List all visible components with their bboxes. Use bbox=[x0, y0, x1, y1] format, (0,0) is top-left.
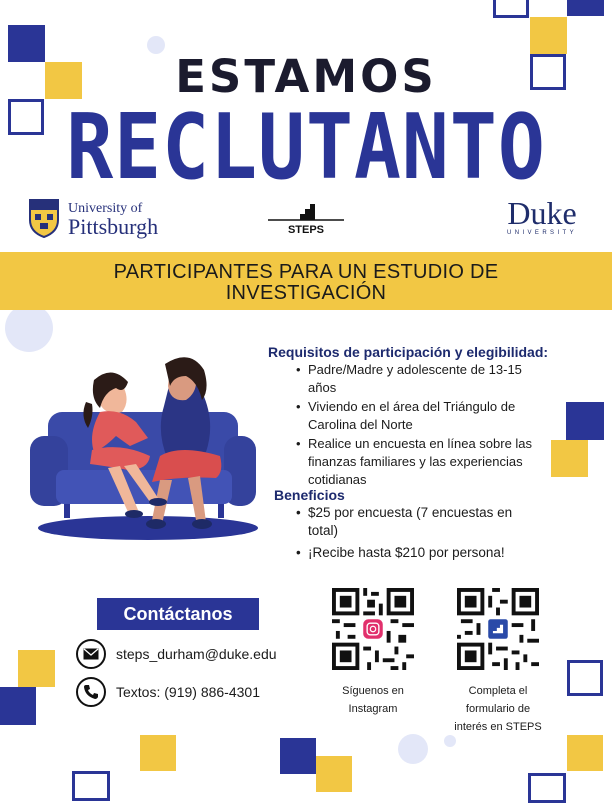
headline-reclutanto: RECLUTANTO bbox=[66, 96, 546, 200]
requirements-list bbox=[294, 361, 544, 489]
decor-square bbox=[566, 402, 604, 440]
decor-square bbox=[18, 650, 55, 687]
phone-row[interactable] bbox=[76, 676, 316, 708]
qr-steps-caption-line3: interés en STEPS bbox=[454, 721, 542, 733]
qr-instagram-caption-line1: Síguenos en bbox=[342, 685, 404, 697]
qr-instagram-caption-line2: Instagram bbox=[348, 703, 398, 715]
requirement-item: • Padre/Madre y adolescente de 13-15 años bbox=[294, 361, 544, 397]
benefit-item: • $25 por encuesta (7 encuestas en total) bbox=[294, 504, 544, 540]
duke-logo-name: Duke bbox=[507, 195, 577, 231]
decor-square bbox=[528, 773, 566, 803]
banner-line2: INVESTIGACIÓN bbox=[225, 282, 387, 304]
parent-child-illustration bbox=[20, 352, 260, 552]
decor-square bbox=[0, 687, 36, 725]
qr-steps-caption-line2: formulario de bbox=[465, 703, 531, 715]
benefits-list bbox=[294, 504, 544, 566]
qr-steps-caption-line1: Completa el bbox=[468, 685, 528, 697]
decor-square bbox=[551, 440, 588, 477]
contact-button[interactable]: Contáctanos bbox=[97, 598, 259, 630]
steps-logo-label: STEPS bbox=[287, 224, 325, 236]
banner-line1: PARTICIPANTES PARA UN ESTUDIO DE bbox=[113, 261, 499, 283]
decor-square bbox=[530, 17, 567, 54]
requirements-heading: Requisitos de participación y elegibilidad: bbox=[268, 344, 549, 360]
benefits-heading: Beneficios bbox=[274, 487, 345, 503]
decor-square bbox=[567, 660, 603, 696]
pitt-logo-line1: University of bbox=[68, 201, 143, 216]
banner-title bbox=[0, 262, 612, 304]
decor-square bbox=[316, 756, 352, 792]
phone-icon bbox=[76, 677, 106, 707]
decor-square bbox=[567, 735, 603, 771]
duke-logo bbox=[498, 196, 586, 242]
decor-square bbox=[567, 0, 604, 16]
pitt-logo bbox=[28, 196, 178, 242]
contact-phone[interactable]: Textos: (919) 886-4301 bbox=[116, 684, 260, 700]
qr-code-instagram[interactable] bbox=[332, 588, 414, 670]
requirement-item: • Viviendo en el área del Triángulo de Carolina del Norte bbox=[294, 398, 544, 434]
decor-dot bbox=[398, 734, 428, 764]
benefit-item: • ¡Recibe hasta $210 por persona! bbox=[294, 544, 544, 562]
decor-square bbox=[493, 0, 529, 18]
email-row[interactable] bbox=[76, 638, 316, 670]
pitt-crest-icon bbox=[28, 196, 60, 238]
qr-steps[interactable] bbox=[448, 588, 548, 736]
envelope-icon bbox=[76, 639, 106, 669]
decor-dot bbox=[5, 304, 53, 352]
headline-estamos: ESTAMOS bbox=[175, 50, 437, 103]
qr-instagram-caption bbox=[328, 682, 418, 718]
decor-dot bbox=[444, 735, 456, 747]
decor-square bbox=[280, 738, 316, 774]
duke-logo-sub: UNIVERSITY bbox=[506, 230, 577, 236]
qr-code-steps[interactable] bbox=[457, 588, 539, 670]
requirement-item: • Realice un encuesta en línea sobre las finanzas familiares y las experiencias cotidianas bbox=[294, 435, 544, 489]
qr-instagram[interactable] bbox=[328, 588, 418, 718]
pitt-logo-line2: Pittsburgh bbox=[68, 214, 159, 239]
decor-square bbox=[72, 771, 110, 801]
steps-logo bbox=[266, 200, 346, 240]
decor-square bbox=[140, 735, 176, 771]
qr-steps-caption bbox=[448, 682, 548, 736]
steps-stairs-icon bbox=[266, 200, 346, 224]
contact-email[interactable]: steps_durham@duke.edu bbox=[116, 646, 277, 662]
